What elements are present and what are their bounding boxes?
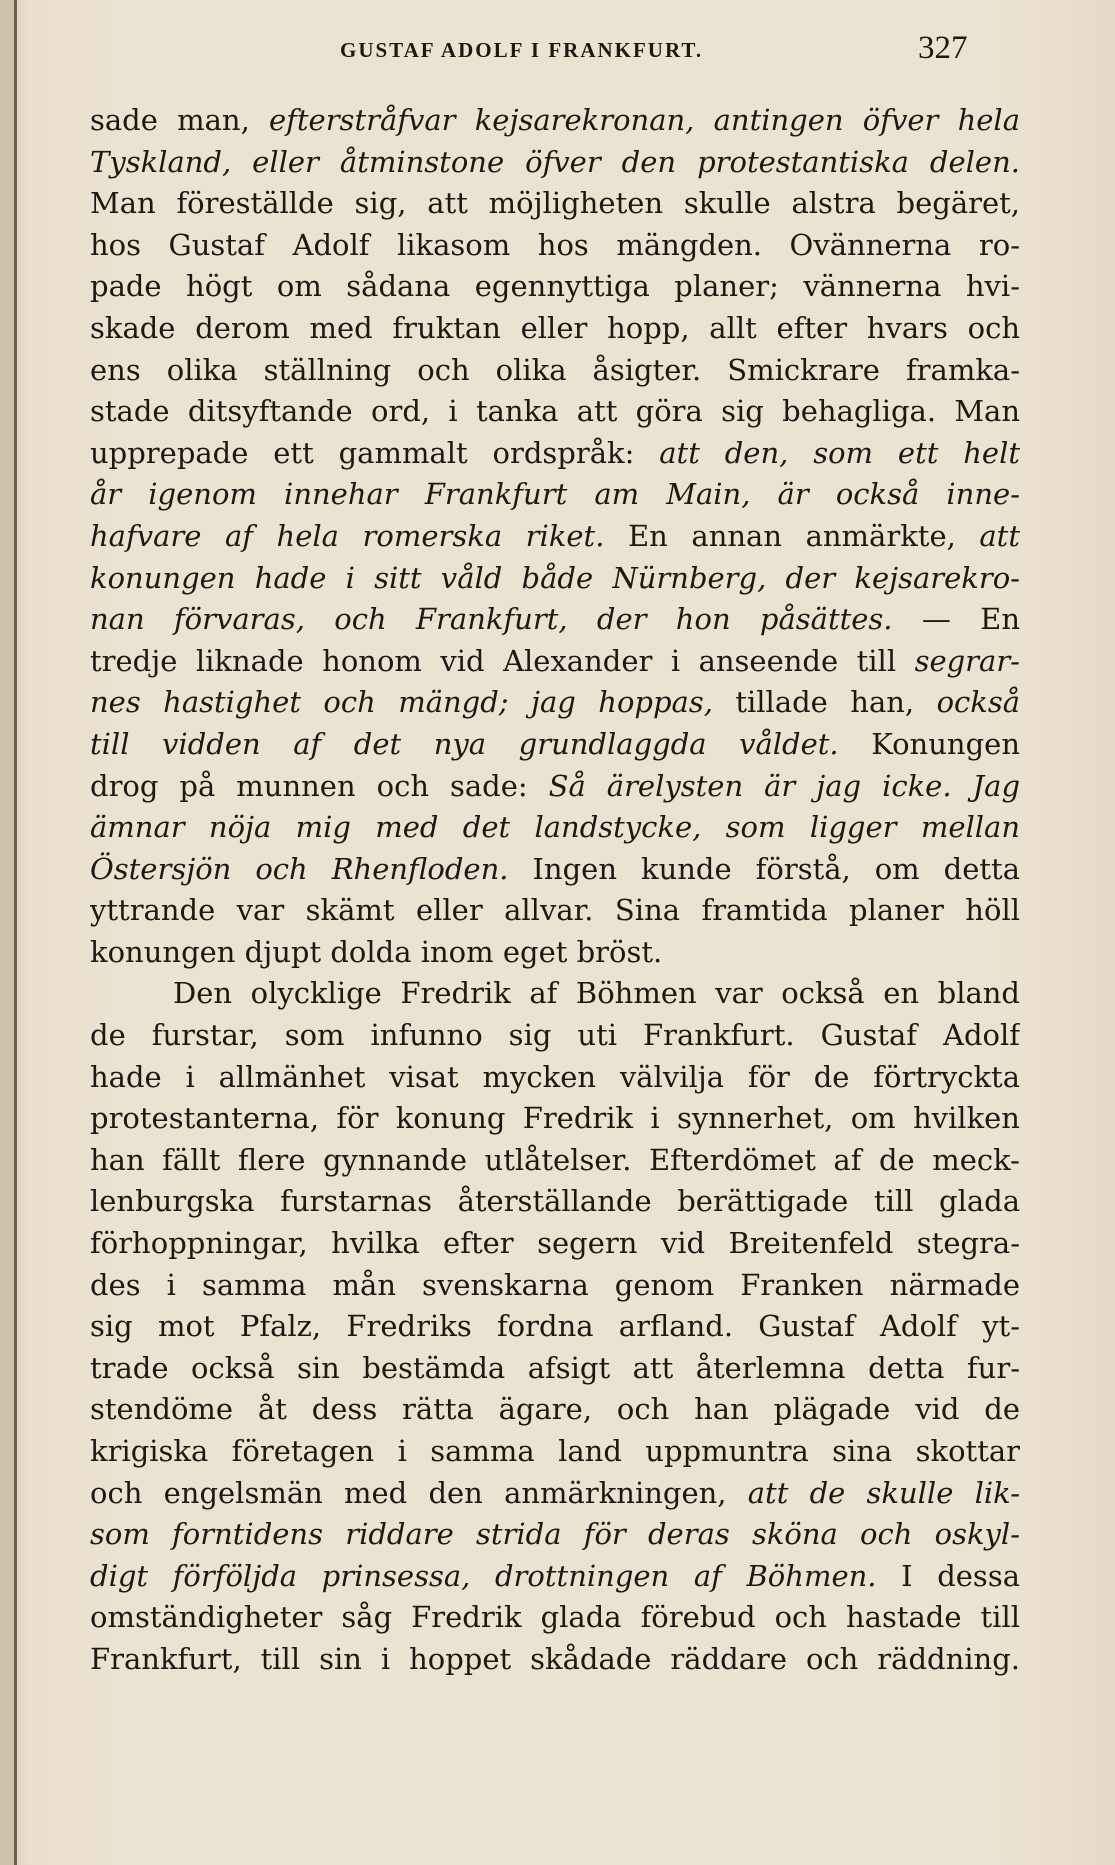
text-run: lenburgska furstarnas återställande berättigade till glada <box>90 1184 1020 1219</box>
text-run: ens olika ställning och olika åsigter. Smickrare framka- <box>90 352 1020 387</box>
italic-run: också <box>936 685 1020 720</box>
text-line <box>90 1348 1020 1390</box>
text-line <box>90 350 1020 392</box>
text-line <box>90 1473 1020 1515</box>
text-run: hade i allmänhet visat mycken välvilja för de förtryckta <box>90 1059 1020 1094</box>
text-run: des i samma mån svenskarna genom Franken närmade <box>90 1267 1020 1302</box>
text-line <box>90 766 1020 808</box>
italic-run: konungen hade i sitt våld både Nürnberg, der kejsarekro- <box>90 560 1020 595</box>
italic-run: hafvare af hela romerska riket. <box>90 518 605 553</box>
text-run: förhoppningar, hvilka efter segern vid Breitenfeld stegra- <box>90 1226 1020 1261</box>
text-line <box>90 1556 1020 1598</box>
text-line <box>90 1265 1020 1307</box>
text-line <box>90 1389 1020 1431</box>
text-run: omständigheter såg Fredrik glada förebud och hastade till <box>90 1600 1020 1635</box>
italic-run: ämnar nöja mig med det landstycke, som ligger mellan <box>90 810 1020 845</box>
text-run: Ingen kunde förstå, om detta <box>508 851 1020 886</box>
text-run: Frankfurt, till sin i hoppet skådade räddare och räddning. <box>90 1641 1020 1676</box>
italic-run: Tyskland, eller åtminstone öfver den protestantiska delen. <box>90 144 1020 179</box>
text-line <box>90 1181 1020 1223</box>
text-line <box>90 183 1020 225</box>
text-run: han fällt flere gynnande utlåtelser. Efterdömet af de meck- <box>90 1142 1020 1177</box>
text-run: skade derom med fruktan eller hopp, allt efter hvars och <box>90 310 1020 345</box>
text-line <box>90 1057 1020 1099</box>
text-line <box>90 516 1020 558</box>
text-run: upprepade ett gammalt ordspråk: <box>90 435 660 470</box>
italic-run: nes hastighet och mängd; jag hoppas, <box>90 685 713 720</box>
text-run: — En <box>892 602 1020 637</box>
page-number: 327 <box>918 30 968 66</box>
text-run: sig mot Pfalz, Fredriks fordna arfland. Gustaf Adolf yt- <box>90 1309 1020 1344</box>
text-line <box>90 682 1020 724</box>
italic-run: till vidden af det nya grundlaggda våldet. <box>90 726 839 761</box>
binding-edge <box>14 0 17 1865</box>
text-run: de furstar, som infunno sig uti Frankfurt. Gustaf Adolf <box>90 1018 1020 1053</box>
text-line <box>90 932 1020 974</box>
text-line <box>90 1639 1020 1681</box>
text-run: En annan anmärkte, <box>604 518 980 553</box>
text-run: tredje liknade honom vid Alexander i anseende till <box>90 643 915 678</box>
text-run: sade man, <box>90 103 269 137</box>
italic-run: Så ärelysten är jag icke. Jag <box>548 768 1020 803</box>
text-run: Man föreställde sig, att möjligheten skulle alstra begäret, <box>90 186 1020 221</box>
text-line <box>90 599 1020 641</box>
text-line <box>90 641 1020 683</box>
italic-run: att den, som ett helt <box>659 435 1020 470</box>
italic-run: segrar- <box>914 643 1020 678</box>
text-run: yttrande var skämt eller allvar. Sina framtida planer höll <box>90 893 1020 928</box>
text-line <box>90 308 1020 350</box>
text-line <box>90 1306 1020 1348</box>
text-run: stade ditsyftande ord, i tanka att göra sig behagliga. Man <box>90 394 1020 429</box>
italic-run: digt förföljda prinsessa, drottningen af Böhmen. <box>90 1558 877 1593</box>
italic-run: efterstråfvar kejsarekronan, antingen öfver hela <box>268 103 1020 137</box>
text-line <box>90 973 1020 1015</box>
italic-run: att de skulle lik- <box>747 1475 1020 1510</box>
text-line <box>90 1015 1020 1057</box>
text-run: hos Gustaf Adolf likasom hos mängden. Ovännerna ro- <box>90 227 1020 262</box>
text-line <box>90 433 1020 475</box>
text-run: krigiska företagen i samma land uppmuntra sina skottar <box>90 1434 1020 1468</box>
italic-run: nan förvaras, och Frankfurt, der hon påsättes. <box>90 602 893 637</box>
text-line <box>90 100 1020 142</box>
text-run: I dessa <box>876 1558 1020 1593</box>
italic-run: år igenom innehar Frankfurt am Main, är också inne- <box>90 477 1020 512</box>
text-line <box>90 391 1020 433</box>
text-line <box>90 1597 1020 1639</box>
italic-run: att <box>979 518 1020 553</box>
text-run: stendöme åt dess rätta ägare, och han plägade vid de <box>90 1392 1020 1427</box>
text-run: Den olycklige Fredrik af Böhmen var också en bland <box>173 976 1020 1011</box>
text-line <box>90 1140 1020 1182</box>
text-run: protestanterna, för konung Fredrik i synnerhet, om hvilken <box>90 1101 1020 1136</box>
text-run: konungen djupt dolda inom eget bröst. <box>90 934 663 969</box>
text-line <box>90 225 1020 267</box>
text-line <box>90 1223 1020 1265</box>
text-run: trade också sin bestämda afsigt att återlemna detta fur- <box>90 1350 1020 1385</box>
gutter-shadow <box>0 0 14 1865</box>
italic-run: som forntidens riddare strida för deras sköna och oskyl- <box>90 1517 1020 1552</box>
text-line <box>90 142 1020 184</box>
text-run: och engelsmän med den anmärkningen, <box>90 1475 748 1510</box>
text-line <box>90 724 1020 766</box>
text-line <box>90 1098 1020 1140</box>
body-text <box>90 100 1020 1681</box>
text-line <box>90 807 1020 849</box>
text-line <box>90 849 1020 891</box>
italic-run: Östersjön och Rhenfloden. <box>90 851 509 886</box>
text-line <box>90 474 1020 516</box>
text-run: drog på munnen och sade: <box>90 768 549 803</box>
text-line <box>90 890 1020 932</box>
text-line <box>90 1431 1020 1473</box>
text-line <box>90 558 1020 600</box>
text-line <box>90 266 1020 308</box>
text-run: tillade han, <box>712 685 937 720</box>
text-run: Konungen <box>838 726 1020 761</box>
text-line <box>90 1514 1020 1556</box>
running-head: GUSTAF ADOLF I FRANKFURT. <box>340 38 704 62</box>
text-run: pade högt om sådana egennyttiga planer; vännerna hvi- <box>90 269 1020 304</box>
